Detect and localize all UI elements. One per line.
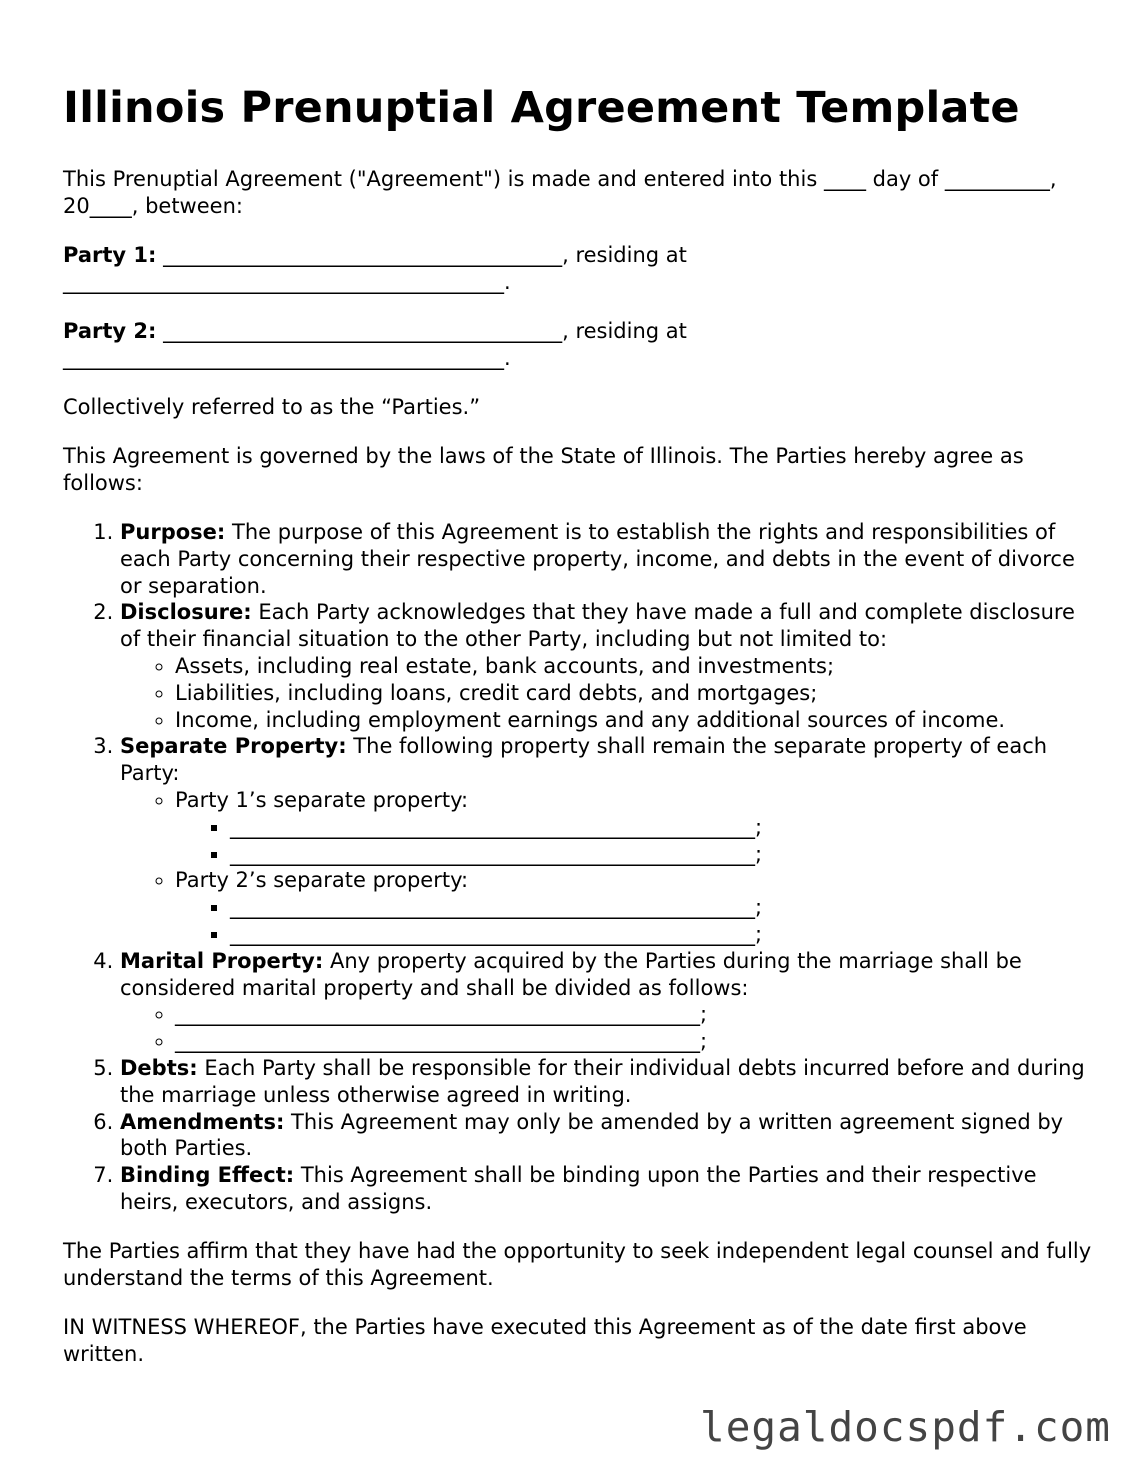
section-marital-property	[120, 948, 1093, 1055]
blank-line: ▪ __________________________________________________;	[230, 894, 1093, 921]
section-heading: Separate Property:	[120, 734, 347, 759]
section-text: The purpose of this Agreement is to establish the rights and responsibilities of each Party concerning their respective property, income, and debts in the event of divorce or separation.	[120, 520, 1075, 598]
section-heading: Purpose:	[120, 520, 226, 544]
agreement-sections	[63, 519, 1093, 1216]
section-text: This Agreement may only be amended by a written agreement signed by both Parties.	[120, 1109, 1064, 1161]
blank-line: ▪ __________________________________________________;	[230, 921, 1093, 948]
section-debts	[120, 1055, 1093, 1109]
party2-blank-list	[175, 894, 1093, 948]
marital-property-list	[120, 1001, 1093, 1055]
list-item	[175, 867, 1093, 947]
party1-label: Party 1:	[63, 243, 157, 267]
list-item: ◦ Liabilities, including loans, credit card debts, and mortgages;	[175, 680, 1093, 707]
watermark-logo: legaldocspdf.com	[700, 1403, 1111, 1451]
section-heading: Marital Property:	[120, 948, 324, 973]
party2-label: Party 2:	[63, 319, 157, 343]
section-disclosure	[120, 599, 1093, 733]
party2-name-blank: ______________________________________	[163, 319, 563, 343]
section-text: Each Party shall be responsible for their individual debts incurred before and during the marriage unless otherwise agreed in writing.	[120, 1055, 1085, 1107]
party2-line	[63, 318, 1093, 372]
party1-separate-label: Party 1’s separate property:	[175, 787, 469, 812]
separate-property-list	[120, 787, 1093, 948]
party1-name-blank: ______________________________________	[163, 243, 563, 267]
section-text: The following property shall remain the separate property of each Party:	[120, 734, 1048, 786]
blank-line: ◦ __________________________________________________;	[175, 1001, 1093, 1028]
document-page	[63, 80, 1093, 1390]
section-binding-effect	[120, 1162, 1093, 1216]
section-heading: Debts:	[120, 1055, 198, 1080]
section-amendments	[120, 1109, 1093, 1163]
section-text: Any property acquired by the Parties during the marriage shall be considered marital property and shall be divided as follows:	[120, 948, 1022, 1000]
witness-paragraph: IN WITNESS WHEREOF, the Parties have executed this Agreement as of the date first above written.	[63, 1314, 1027, 1366]
party2-separate-label: Party 2’s separate property:	[175, 868, 469, 893]
blank-line: ▪ __________________________________________________;	[230, 814, 1093, 841]
party1-line	[63, 242, 1093, 296]
collective-paragraph: Collectively referred to as the “Parties.”	[63, 395, 481, 419]
section-heading: Disclosure:	[120, 600, 252, 625]
governing-paragraph: This Agreement is governed by the laws of the State of Illinois. The Parties hereby agree as follows:	[63, 444, 1024, 495]
list-item	[175, 787, 1093, 867]
list-item: ◦ Assets, including real estate, bank accounts, and investments;	[175, 653, 1093, 680]
section-heading: Amendments:	[120, 1109, 285, 1134]
disclosure-list	[120, 653, 1093, 733]
section-separate-property	[120, 733, 1093, 947]
section-heading: Binding Effect:	[120, 1163, 295, 1188]
party1-residing-text: , residing at	[562, 243, 687, 267]
affirm-paragraph: The Parties affirm that they have had the opportunity to seek independent legal counsel and fully understand the terms of this Agreement.	[63, 1238, 1092, 1290]
party2-residing-text: , residing at	[562, 319, 687, 343]
party2-address-blank: __________________________________________.	[63, 346, 511, 370]
party1-blank-list	[175, 814, 1093, 868]
section-purpose	[120, 519, 1093, 599]
list-item: ◦ Income, including employment earnings and any additional sources of income.	[175, 707, 1093, 734]
intro-paragraph: This Prenuptial Agreement ("Agreement") is made and entered into this ____ day of __________, 20____, between:	[63, 167, 1057, 218]
blank-line: ◦ __________________________________________________;	[175, 1028, 1093, 1055]
party1-address-blank: __________________________________________.	[63, 270, 511, 294]
section-text: This Agreement shall be binding upon the Parties and their respective heirs, executors, and assigns.	[120, 1163, 1037, 1214]
section-text: Each Party acknowledges that they have made a full and complete disclosure of their financial situation to the other Party, including but not limited to:	[120, 600, 1075, 652]
blank-line: ▪ __________________________________________________;	[230, 841, 1093, 868]
document-title: Illinois Prenuptial Agreement Template	[63, 83, 1020, 133]
